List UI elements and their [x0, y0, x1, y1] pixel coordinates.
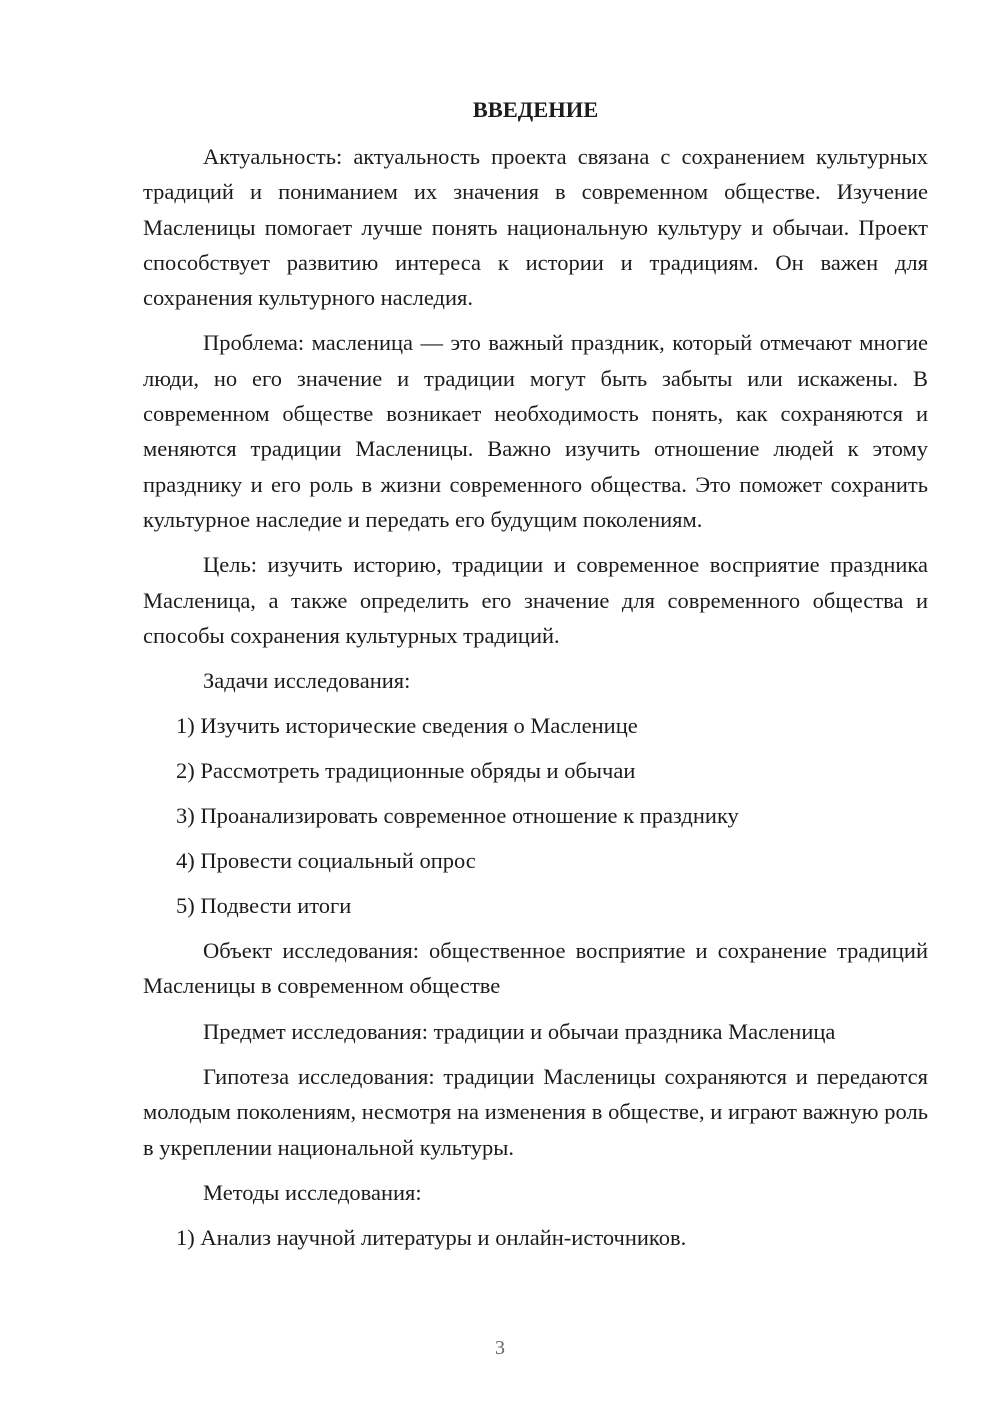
problem-paragraph: Проблема: масленица — это важный праздник, который отмечают многие люди, но его значение и традиции могут быть забыты или искажены. В современном обществе возникает необходимость понять, как сохраняются и меняются традиции Масленицы. Важно изучить отношение людей к этому празднику и его роль в жизни современного общества. Это поможет сохранить культурное наследие и передать его будущим поколениям. [143, 330, 928, 532]
object-paragraph: Объект исследования: общественное восприятие и сохранение традиций Масленицы в современном обществе [143, 938, 928, 999]
document-page [143, 92, 928, 1265]
relevance-paragraph: Актуальность: актуальность проекта связана с сохранением культурных традиций и пониманием их значения в современном обществе. Изучение Масленицы помогает лучше понять национальную культуру и обычаи. Проект способствует развитию интереса к истории и традициям. Он важен для сохранения культурного наследия. [143, 144, 928, 311]
tasks-list [143, 708, 928, 923]
list-item: 1) Анализ научной литературы и онлайн-источников. [176, 1224, 687, 1250]
hypothesis-paragraph: Гипотеза исследования: традиции Масленицы сохраняются и передаются молодым поколениям, несмотря на изменения в обществе, и играют важную роль в укреплении национальной культуры. [143, 1064, 928, 1160]
page-number: 3 [495, 1337, 505, 1359]
tasks-title: Задачи исследования: [203, 668, 411, 694]
list-item: 1) Изучить исторические сведения о Масленице [176, 713, 638, 739]
list-item: 5) Подвести итоги [176, 893, 352, 919]
subject-paragraph: Предмет исследования: традиции и обычаи праздника Масленица [203, 1018, 836, 1044]
methods-list [143, 1220, 928, 1255]
section-heading: ВВЕДЕНИЕ [472, 97, 599, 122]
list-item: 4) Провести социальный опрос [176, 848, 476, 874]
list-item: 2) Рассмотреть традиционные обряды и обычаи [176, 758, 636, 784]
list-item: 3) Проанализировать современное отношение к празднику [176, 803, 739, 829]
goal-paragraph: Цель: изучить историю, традиции и современное восприятие праздника Масленица, а также определить его значение для современного общества и способы сохранения культурных традиций. [143, 552, 928, 648]
methods-title: Методы исследования: [203, 1179, 422, 1205]
